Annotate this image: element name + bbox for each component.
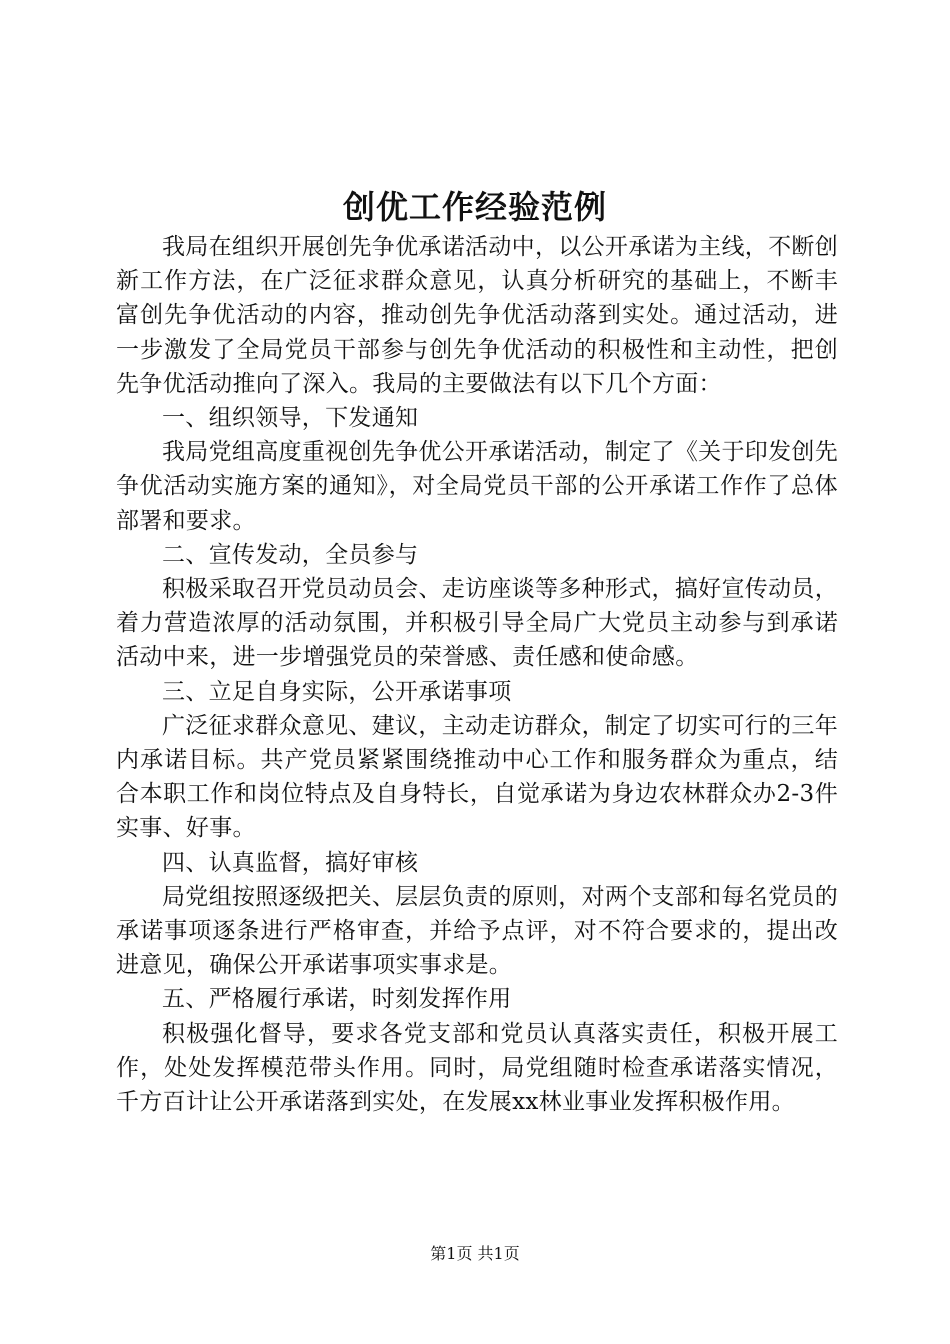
section-heading-2: 二、宣传发动，全员参与 (162, 541, 419, 568)
section-paragraph-3: 广泛征求群众意见、建议，主动走访群众，制定了切实可行的三年内承诺目标。共产党员紧紧围绕推动中心工作和服务群众为重点，结合本职工作和岗位特点及自身特长，自觉承诺为身边农林群众办2-3件实事、好事。 (116, 712, 838, 842)
intro-paragraph: 我局在组织开展创先争优承诺活动中，以公开承诺为主线，不断创新工作方法，在广泛征求群众意见，认真分析研究的基础上，不断丰富创先争优活动的内容，推动创先争优活动落到实处。通过活动，进一步激发了全局党员干部参与创先争优活动的积极性和主动性，把创先争优活动推向了深入。我局的主要做法有以下几个方面： (116, 234, 838, 397)
section-paragraph-1: 我局党组高度重视创先争优公开承诺活动，制定了《关于印发创先争优活动实施方案的通知》，对全局党员干部的公开承诺工作作了总体部署和要求。 (116, 439, 838, 534)
section-paragraph-4: 局党组按照逐级把关、层层负责的原则，对两个支部和每名党员的承诺事项逐条进行严格审查，并给予点评，对不符合要求的，提出改进意见，确保公开承诺事项实事求是。 (116, 883, 838, 979)
document-body (116, 230, 838, 1119)
section-heading-4: 四、认真监督，搞好审核 (162, 849, 419, 876)
section-heading-1: 一、组织领导，下发通知 (162, 405, 419, 432)
page-footer: 第1页 共1页 (430, 1244, 520, 1263)
section-paragraph-2: 积极采取召开党员动员会、走访座谈等多种形式，搞好宣传动员，着力营造浓厚的活动氛围，并积极引导全局广大党员主动参与到承诺活动中来，进一步增强党员的荣誉感、责任感和使命感。 (116, 576, 838, 671)
document-title: 创优工作经验范例 (342, 188, 607, 226)
section-heading-3: 三、立足自身实际，公开承诺事项 (162, 678, 512, 705)
section-paragraph-5: 积极强化督导，要求各党支部和党员认真落实责任，积极开展工作，处处发挥模范带头作用。同时，局党组随时检查承诺落实情况，千方百计让公开承诺落到实处，在发展xx林业事业发挥积极作用。 (116, 1020, 838, 1116)
section-heading-5: 五、严格履行承诺，时刻发挥作用 (162, 986, 512, 1013)
